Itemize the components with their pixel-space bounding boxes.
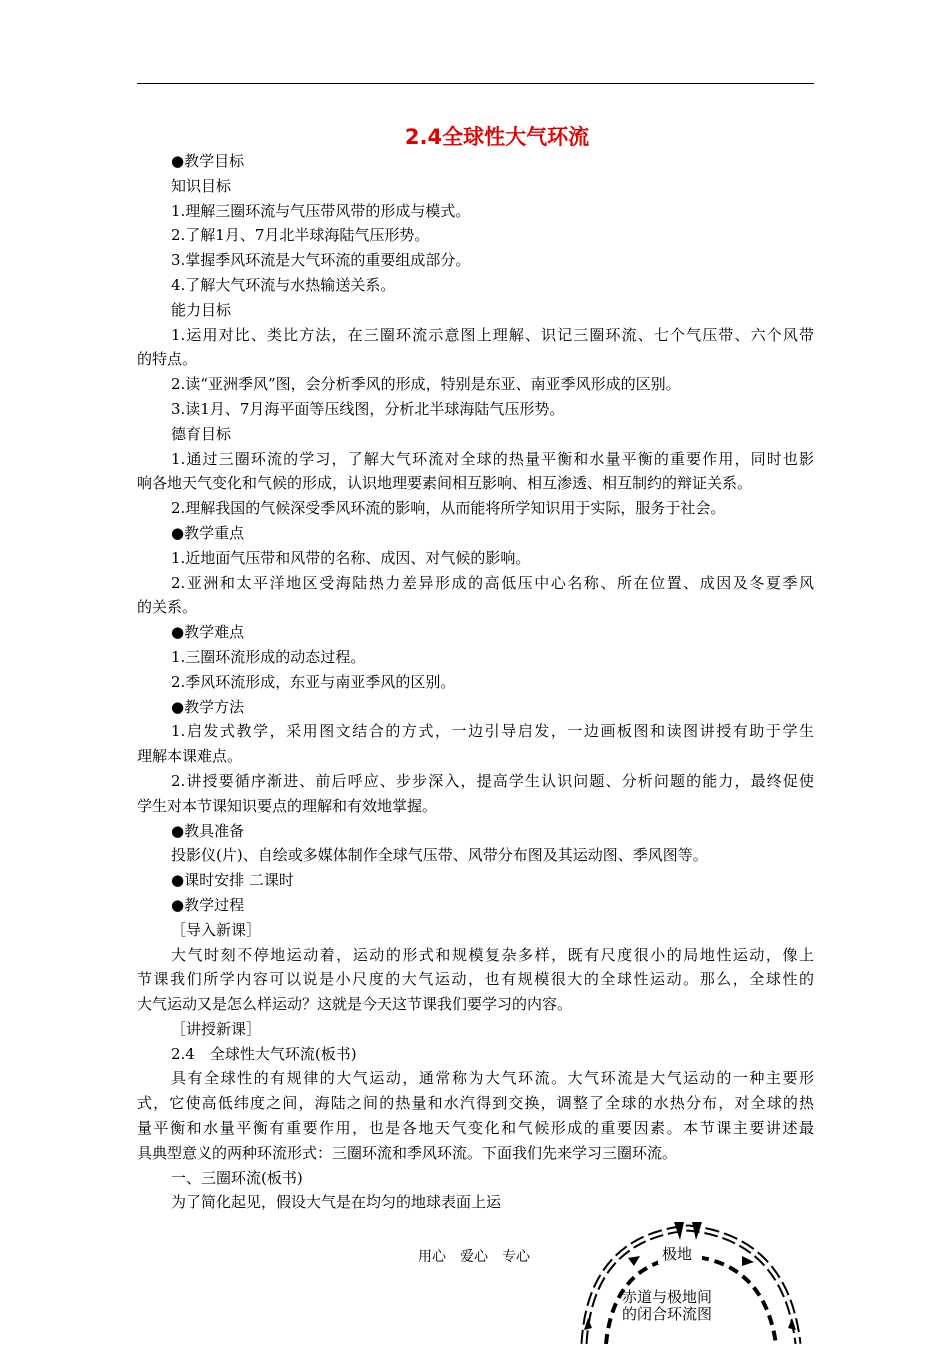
text-line: 1.理解三圈环流与气压带风带的形成与模式。 (171, 201, 471, 220)
page-footer: 用心 爱心 专心 (418, 1249, 530, 1265)
text-line: 2.季风环流形成，东亚与南亚季风的区别。 (171, 672, 456, 691)
text-line: 节课我们所学内容可以说是小尺度的大气运动，也有规模很大的全球性运动。那么，全球性的 (137, 970, 814, 989)
text-line: 4.了解大气环流与水热输送关系。 (171, 275, 396, 294)
text-line: 一、三圈环流(板书) (171, 1168, 303, 1187)
text-line: ●教学难点 (171, 623, 245, 642)
document-title: 2.4全球性大气环流 (404, 125, 590, 149)
text-line: ●教学过程 (171, 895, 245, 914)
text-line: 式，它使高低纬度之间，海陆之间的热量和水汽得到交换，调整了全球的水热分布，对全球的热 (137, 1094, 814, 1113)
header-rule (137, 83, 814, 84)
text-line: ●教学方法 (171, 697, 245, 716)
text-line: 的关系。 (137, 598, 198, 617)
text-line: 具典型意义的两种环流形式：三圈环流和季风环流。下面我们先来学习三圈环流。 (137, 1143, 678, 1162)
text-line: 2.亚洲和太平洋地区受海陆热力差异形成的高低压中心名称、所在位置、成因及冬夏季风 (171, 573, 814, 592)
text-line: 响各地天气变化和气候的形成，认识地理要素间相互影响、相互渗透、相互制约的辩证关系。 (137, 474, 753, 493)
text-line: 2.读“亚洲季风”图，会分析季风的形成，特别是东亚、南亚季风形成的区别。 (171, 375, 681, 394)
text-line: 理解本课难点。 (137, 747, 243, 766)
text-line: 德育目标 (171, 424, 232, 443)
text-line: ●教学目标 (171, 152, 245, 170)
text-line: 2.4 全球性大气环流(板书) (171, 1044, 357, 1063)
text-line: 3.掌握季风环流是大气环流的重要组成部分。 (171, 251, 471, 270)
text-line: 量平衡和水量平衡有重要作用，也是各地天气变化和气候形成的重要因素。本节课主要讲述最 (137, 1119, 814, 1138)
figure-caption-line2: 的闭合环流图 (622, 1305, 713, 1323)
text-line: ●教学重点 (171, 523, 245, 542)
text-line: 1.通过三圈环流的学习，了解大气环流对全球的热量平衡和水量平衡的重要作用，同时也影 (171, 449, 814, 468)
text-line: 的特点。 (137, 350, 198, 369)
document-body (137, 149, 814, 1215)
text-line: 投影仪(片)、自绘或多媒体制作全球气压带、风带分布图及其运动图、季风图等。 (171, 846, 708, 865)
text-line: 能力目标 (171, 300, 232, 319)
text-line: ［导入新课］ (171, 920, 262, 939)
text-line: 1.近地面气压带和风带的名称、成因、对气候的影响。 (171, 548, 531, 567)
text-line: 1.运用对比、类比方法，在三圈环流示意图上理解、识记三圈环流、七个气压带、六个风带 (171, 325, 814, 344)
text-line: 为了简化起见，假设大气是在均匀的地球表面上运 (171, 1193, 502, 1212)
text-line: ●课时安排 二课时 (171, 871, 294, 890)
text-line: 3.读1月、7月海平面等压线图，分析北半球海陆气压形势。 (171, 399, 565, 418)
text-line: 知识目标 (171, 176, 232, 195)
text-line: 学生对本节课知识要点的理解和有效地掌握。 (137, 796, 438, 815)
text-line: 2.讲授要循序渐进、前后呼应、步步深入，提高学生认识问题、分析问题的能力，最终促使 (171, 771, 814, 790)
text-line: 2.了解1月、7月北半球海陆气压形势。 (171, 226, 430, 245)
text-line: 2.理解我国的气候深受季风环流的影响，从而能将所学知识用于实际，服务于社会。 (171, 499, 726, 518)
text-line: 1.三圈环流形成的动态过程。 (171, 647, 366, 666)
text-line: ●教具准备 (171, 821, 245, 840)
circulation-diagram (570, 1218, 808, 1344)
text-line: 大气运动又是怎么样运动？这就是今天这节课我们要学习的内容。 (137, 995, 573, 1014)
text-line: 具有全球性的有规律的大气运动，通常称为大气环流。大气环流是大气运动的一种主要形 (171, 1069, 814, 1088)
circulation-diagram-graphic (570, 1218, 808, 1344)
pole-label: 极地 (662, 1245, 693, 1263)
text-line: 1.启发式教学，采用图文结合的方式，一边引导启发，一边画板图和读图讲授有助于学生 (171, 722, 814, 741)
text-line: 大气时刻不停地运动着，运动的形式和规模复杂多样，既有尺度很小的局地性运动，像上 (171, 945, 814, 964)
figure-caption-line1: 赤道与极地间 (622, 1288, 713, 1306)
text-line: ［讲授新课］ (171, 1019, 262, 1038)
